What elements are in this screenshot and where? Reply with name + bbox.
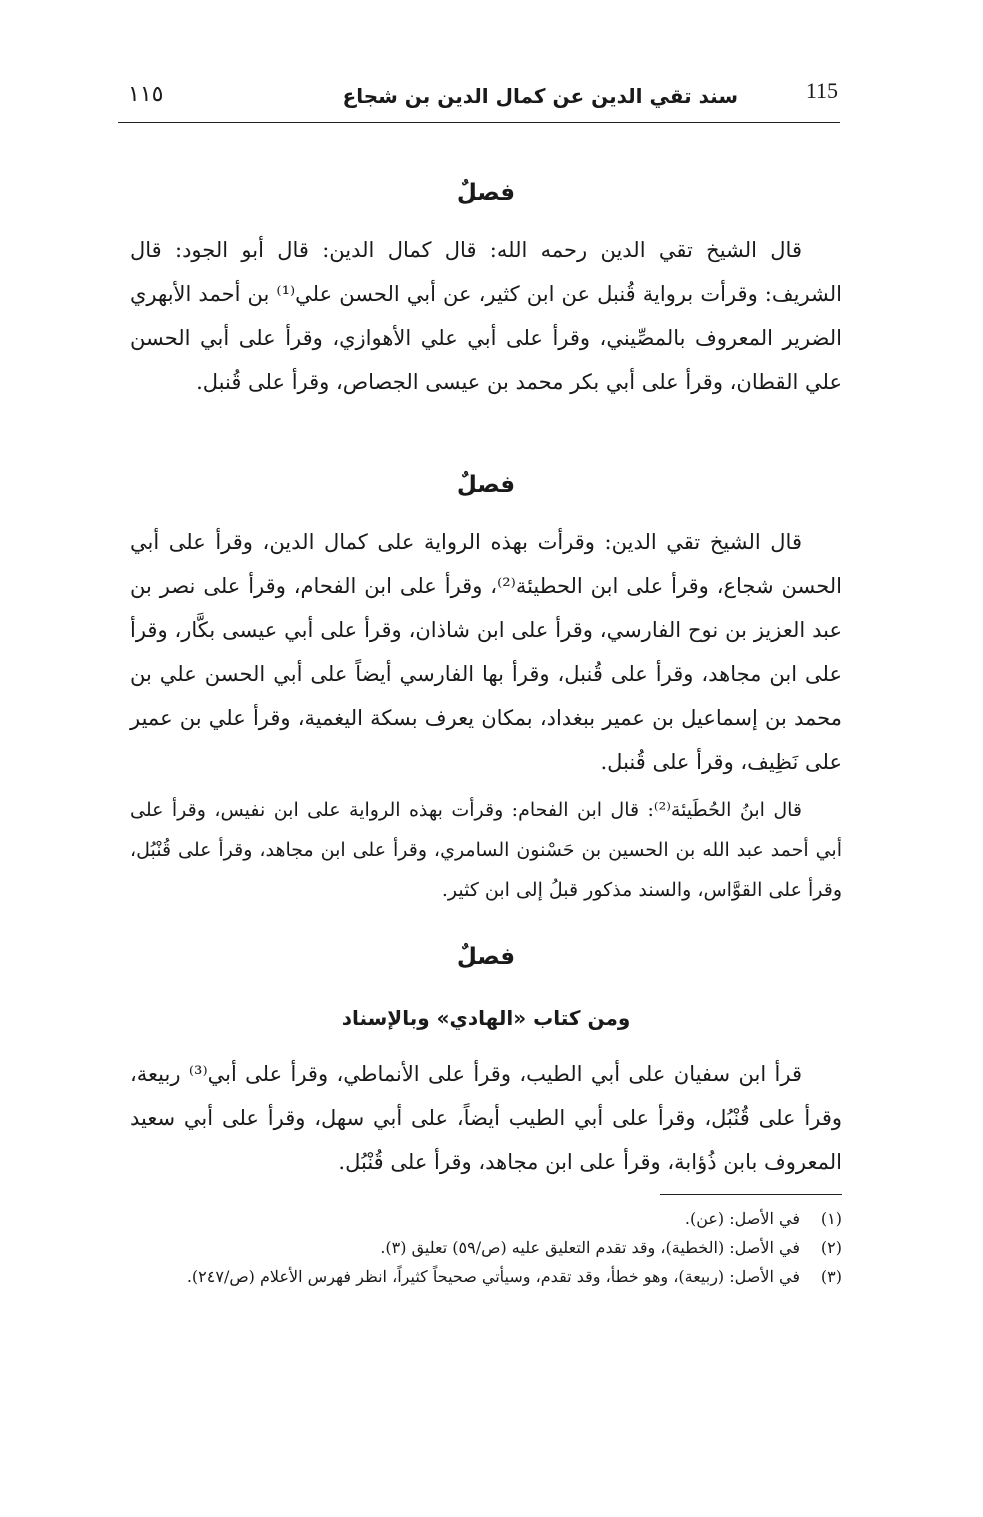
paragraph: قال الشيخ تقي الدين رحمه الله: قال كمال الدين: قال أبو الجود: قال الشريف: وقرأت برواية قُنبل عن ابن كثير، عن أبي الحسن علي⁽¹⁾ بن أحمد الأبهري الضرير المعروف بالمصِّيني، وقرأ على أبي علي الأهوازي، وقرأ على أبي الحسن علي القطان، وقرأ على أبي بكر محمد بن عيسى الجصاص، وقرأ على قُنبل. [130,238,843,394]
page-number-latin: 115 [805,78,838,103]
section-heading: فصلٌ [456,944,516,970]
footnote-number: (٢) [820,1238,842,1257]
footnote-rule [660,1194,842,1195]
footnote-text: في الأصل: (ربيعة)، وهو خطأ، وقد تقدم، وسيأتي صحيحاً كثيراً، انظر فهرس الأعلام (ص/٢٤٧). [186,1267,800,1286]
header-rule [118,122,840,123]
section-2-text [130,520,842,784]
section-heading: فصلٌ [456,180,516,206]
footnote-2 [130,1233,842,1262]
section-1-text [130,228,842,404]
section-3 [130,944,842,970]
footnote-3 [130,1262,842,1291]
section-subheading: ومن كتاب «الهادي» وبالإسناد [341,1006,631,1030]
section-3-subheading [130,1006,842,1030]
section-2-text-2 [130,790,842,910]
running-title: سند تقي الدين عن كمال الدين بن شجاع [342,84,738,108]
page-header [118,78,848,118]
footnotes [130,1204,842,1291]
section-1 [130,180,842,206]
section-heading: فصلٌ [456,472,516,498]
footnote-1 [130,1204,842,1233]
footnote-text: في الأصل: (عن). [684,1209,800,1228]
paragraph: قرأ ابن سفيان على أبي الطيب، وقرأ على الأنماطي، وقرأ على أبي⁽³⁾ ربيعة، وقرأ على قُنْبُل، وقرأ على أبي الطيب أيضاً، على أبي سهل، وقرأ على أبي سعيد المعروف بابن ذُؤابة، وقرأ على ابن مجاهد، وقرأ على قُنْبُل. [130,1062,842,1174]
paragraph: قال الشيخ تقي الدين: وقرأت بهذه الرواية على كمال الدين، وقرأ على أبي الحسن شجاع، وقرأ على ابن الحطيئة⁽²⁾، وقرأ على ابن الفحام، وقرأ على نصر بن عبد العزيز بن نوح الفارسي، وقرأ على ابن شاذان، وقرأ على أبي عيسى بكَّار، وقرأ على ابن مجاهد، وقرأ على قُنبل، وقرأ بها الفارسي أيضاً على أبي الحسن علي بن محمد بن إسماعيل بن عمير ببغداد، بمكان يعرف بسكة اليغمية، وقرأ علي بن عمير على نَظِيف، وقرأ على قُنبل. [130,530,842,774]
page-number-arabic: ١١٥ [128,82,164,107]
footnote-number: (٣) [820,1267,842,1286]
footnote-text: في الأصل: (الخطية)، وقد تقدم التعليق عليه (ص/٥٩) تعليق (٣). [380,1238,800,1257]
section-2 [130,472,842,498]
footnote-number: (١) [820,1209,842,1228]
paragraph: قال ابنُ الحُطَيئة⁽²⁾: قال ابن الفحام: وقرأت بهذه الرواية على ابن نفيس، وقرأ على أبي أحمد عبد الله بن الحسين بن حَسْنون السامري، وقرأ على ابن مجاهد، وقرأ على قُنْبُل، وقرأ على القوَّاس، والسند مذكور قبلُ إلى ابن كثير. [130,799,842,901]
section-3-text [130,1052,842,1184]
